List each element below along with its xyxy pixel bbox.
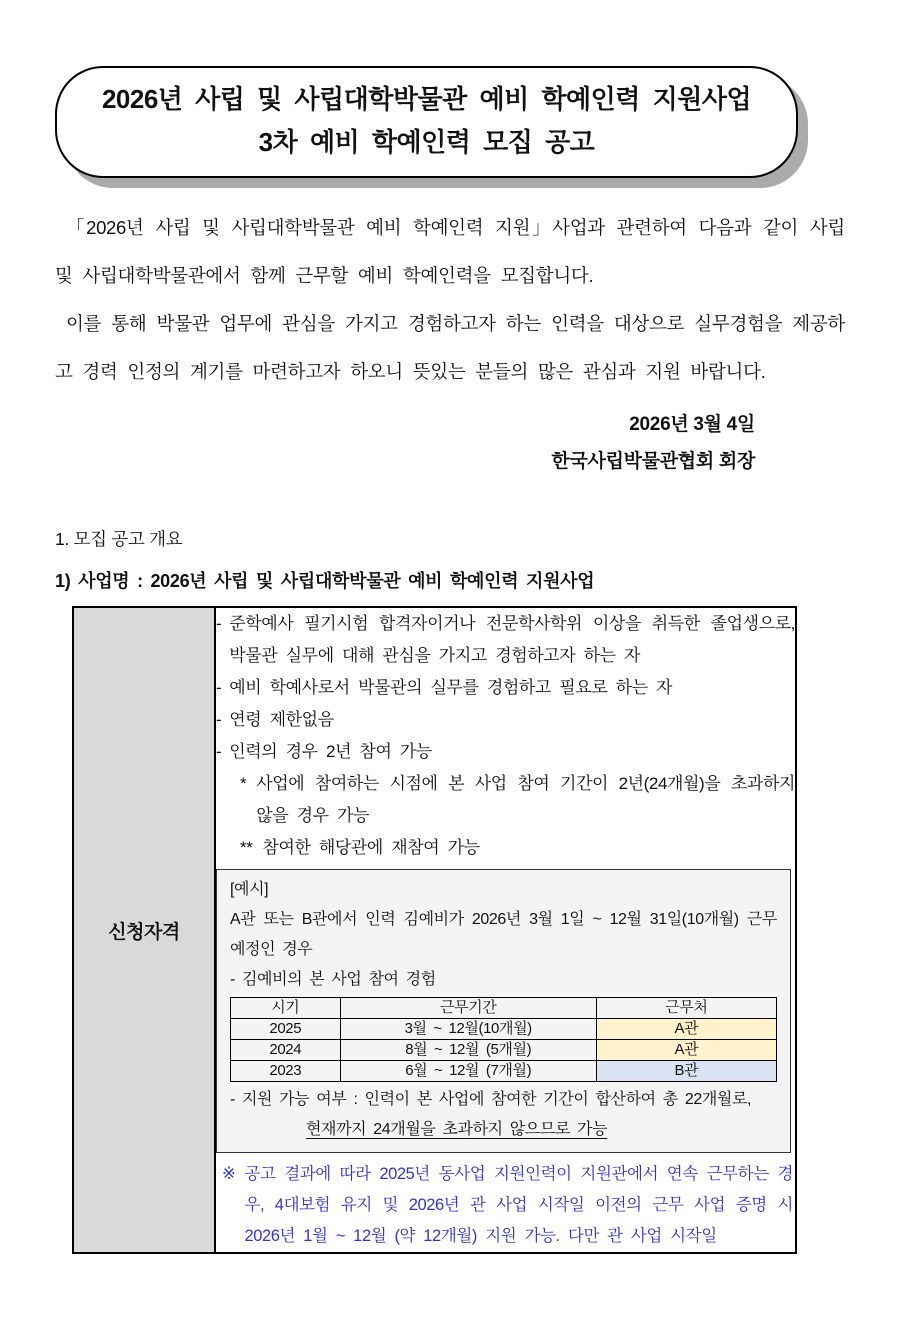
section-subheading: 1) 사업명 : 2026년 사립 및 사립대학박물관 예비 학예인력 지원사업 [55,571,595,591]
bullet-text: 연령 제한없음 [229,710,334,729]
reference-mark: ※ [222,1165,236,1183]
notice-title-line2: 3차 예비 학예인력 모집 공고 [258,127,595,157]
example-result-line2: 현재까지 24개월을 초과하지 않으므로 가능 [306,1121,608,1138]
intro-paragraph-1: 「2026년 사립 및 사립대학박물관 예비 학예인력 지원」사업과 관련하여 다음과 같이 사립 및 사립대학박물관에서 함께 근무할 예비 학예인력을 모집합니다. [55,217,845,286]
cell-period: 3월 ~ 12월(10개월) [340,1019,596,1040]
announcement-organization: 한국사립박물관협회 회장 [551,451,755,472]
qualification-label-cell: 신청자격 [73,607,215,1253]
work-history-row-2024 [231,1040,777,1061]
double-asterisk-marker: ** [240,838,253,857]
header-workplace: 근무처 [596,998,776,1019]
bullet-text: 인력의 경우 2년 참여 가능 [229,742,432,761]
bullet-text: 준학예사 필기시험 합격자이거나 전문학사학위 이상을 취득한 졸업생으로, 박물관 실무에 대해 관심을 가지고 경험하고자 하는 자 [229,614,795,665]
notice-title-line1: 2026년 사립 및 사립대학박물관 예비 학예인력 지원사업 [101,84,752,114]
qualification-table [72,606,797,1254]
subnote-text: 참여한 해당관에 재참여 가능 [262,838,480,857]
work-history-row-2023 [231,1061,777,1082]
example-result [230,1085,777,1145]
qualification-bullet-4 [216,736,795,768]
qualification-bullet-3 [216,704,795,736]
signoff-block [0,406,755,480]
intro-section [55,204,845,396]
cell-period: 8월 ~ 12월 (5개월) [340,1040,596,1061]
cell-period: 6월 ~ 12월 (7개월) [340,1061,596,1082]
notice-title-box [55,66,798,178]
cell-year: 2024 [231,1040,341,1061]
cell-year: 2025 [231,1019,341,1040]
continuation-note [222,1159,793,1252]
work-history-header-row [231,998,777,1019]
bullet-text: 예비 학예사로서 박물관의 실무를 경험하고 필요로 하는 자 [229,678,673,697]
cell-year: 2023 [231,1061,341,1082]
example-history-label: - 김예비의 본 사업 참여 경험 [230,971,436,988]
example-result-line1: - 지원 가능 여부 : 인력이 본 사업에 참여한 기간이 합산하여 총 22개월로, [230,1091,752,1108]
bullet-marker: - [216,742,222,761]
cell-place: A관 [596,1040,776,1061]
example-tag: [예시] [230,881,269,898]
qualification-bullet-1 [216,608,795,672]
announcement-date: 2026년 3월 4일 [629,414,755,435]
document-page [0,66,900,1335]
qualification-row [73,607,796,1253]
section-heading: 1. 모집 공고 개요 [55,529,183,549]
bullet-marker: - [216,678,222,697]
work-history-table [230,997,777,1082]
qualification-subnote-2 [240,832,795,864]
subnote-text: 사업에 참여하는 시점에 본 사업 참여 기간이 2년(24개월)을 초과하지 않을 경우 가능 [256,774,795,825]
intro-paragraph-2: 이를 통해 박물관 업무에 관심을 가지고 경험하고자 하는 인력을 대상으로 실무경험을 제공하고 경력 인정의 계기를 마련하고자 하오니 뜻있는 분들의 많은 관심과 지원 바랍니다. [55,313,845,382]
cell-place: A관 [596,1019,776,1040]
work-history-row-2025 [231,1019,777,1040]
header-period: 시기 [231,998,341,1019]
qualification-bullet-2 [216,672,795,704]
asterisk-marker: * [240,774,247,793]
bullet-marker: - [216,614,222,633]
header-duration: 근무기간 [340,998,596,1019]
cell-place: B관 [596,1061,776,1082]
continuation-note-text: 공고 결과에 따라 2025년 동사업 지원인력이 지원관에서 연속 근무하는 경우, 4대보험 유지 및 2026년 관 사업 시작일 이전의 근무 사업 증명 시 2026년 1월 ~ 12월 (약 12개월) 지원 가능. 다만 관 사업 시작일 [244,1165,793,1245]
example-intro: A관 또는 B관에서 인력 김예비가 2026년 3월 1일 ~ 12월 31일(10개월) 근무 예정인 경우 [230,911,777,958]
bullet-marker: - [216,710,222,729]
qualification-subnote-1 [240,768,795,832]
example-box [216,869,791,1153]
qualification-content-cell [215,607,796,1253]
